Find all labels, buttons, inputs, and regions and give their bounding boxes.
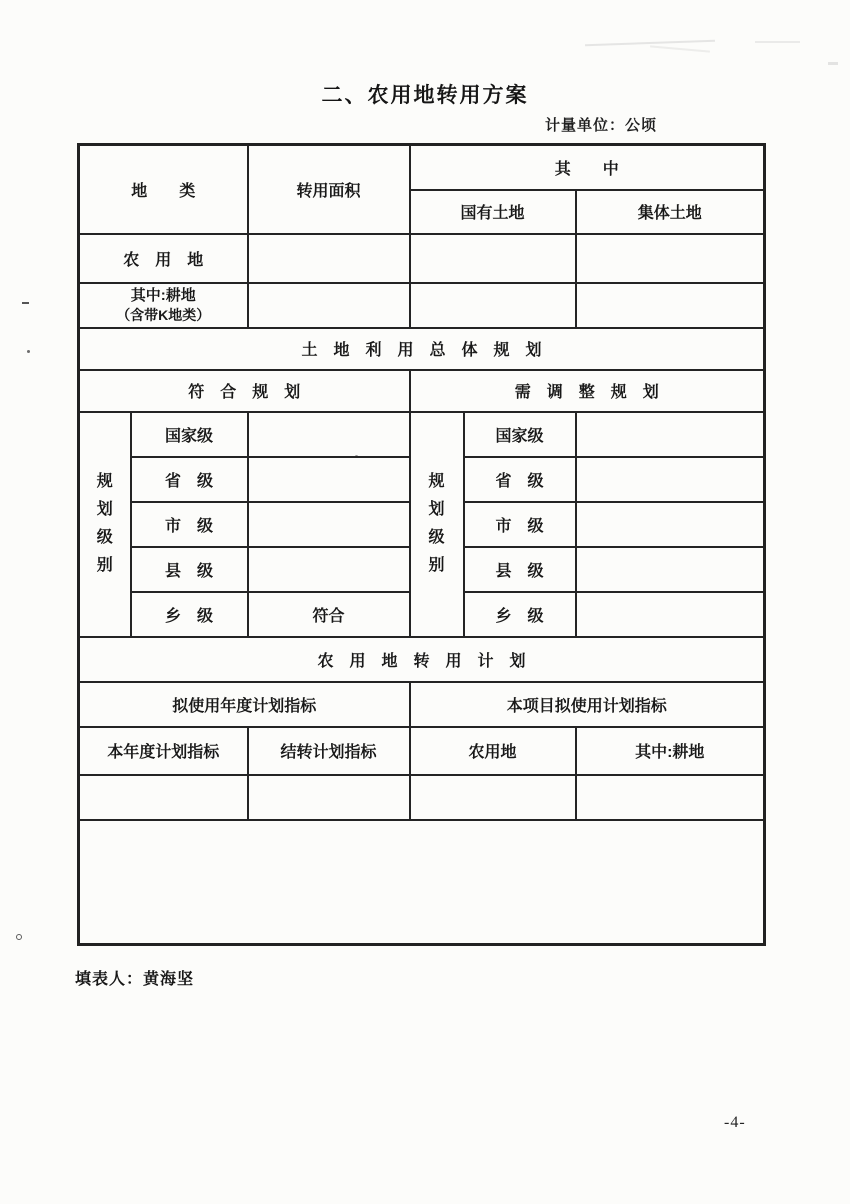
cultivated-label <box>79 283 248 328</box>
conform-level-province: 省 级 <box>131 457 248 502</box>
table-row <box>79 412 765 457</box>
unit-note: 计量单位：公顷 <box>545 117 658 134</box>
land-conversion-form-table <box>77 143 766 946</box>
table-row <box>79 234 765 283</box>
header-collective-land: 集体土地 <box>576 190 765 234</box>
col-header-current-year: 本年度计划指标 <box>79 727 248 775</box>
page-number: -4- <box>724 1114 746 1131</box>
project-plan-header: 本项目拟使用计划指标 <box>410 682 765 727</box>
conform-level-city: 市 级 <box>131 502 248 547</box>
conform-value-township: 符合 <box>248 592 410 637</box>
col-header-cultivated: 其中:耕地 <box>576 727 765 775</box>
col-header-carryover: 结转计划指标 <box>248 727 410 775</box>
cultivated-collective-cell <box>576 283 765 328</box>
conversion-plan-section-title: 农 用 地 转 用 计 划 <box>79 637 765 682</box>
adjust-level-county: 县 级 <box>464 547 576 592</box>
header-of-which: 其 中 <box>410 145 765 190</box>
adjust-level-township: 乡 级 <box>464 592 576 637</box>
value-carryover-cell <box>248 775 410 820</box>
adjust-level-city: 市 级 <box>464 502 576 547</box>
adjust-value-township <box>576 592 765 637</box>
conform-level-national: 国家级 <box>131 412 248 457</box>
col-header-agri-land: 农用地 <box>410 727 576 775</box>
cultivated-state-cell <box>410 283 576 328</box>
adjust-level-province: 省 级 <box>464 457 576 502</box>
value-agri-land-cell <box>410 775 576 820</box>
agri-land-collective-cell <box>576 234 765 283</box>
form-filler-name: 填表人：黄海坚 <box>75 971 195 988</box>
header-conversion-area: 转用面积 <box>248 145 410 234</box>
conform-value-city <box>248 502 410 547</box>
scan-streak <box>755 41 800 43</box>
adjust-level-axis: 规划级别 <box>410 412 464 637</box>
conform-value-province <box>248 457 410 502</box>
table-row <box>79 283 765 328</box>
agri-land-label: 农 用 地 <box>79 234 248 283</box>
cultivated-label-line2: （含带K地类） <box>116 307 211 324</box>
page-title: 二、农用地转用方案 <box>321 84 529 107</box>
header-land-type: 地 类 <box>79 145 248 234</box>
conform-level-county: 县 级 <box>131 547 248 592</box>
adjust-value-county <box>576 547 765 592</box>
header-state-land: 国有土地 <box>410 190 576 234</box>
scan-streak <box>585 40 715 47</box>
conform-value-county <box>248 547 410 592</box>
annual-plan-header: 拟使用年度计划指标 <box>79 682 410 727</box>
scan-dash <box>22 302 29 304</box>
adjust-plan-header: 需 调 整 规 划 <box>410 370 765 412</box>
value-cultivated-cell <box>576 775 765 820</box>
agri-land-area-cell <box>248 234 410 283</box>
cultivated-area-cell <box>248 283 410 328</box>
adjust-level-national: 国家级 <box>464 412 576 457</box>
table-row <box>79 775 765 820</box>
planning-section-title: 土 地 利 用 总 体 规 划 <box>79 328 765 370</box>
conform-value-national <box>248 412 410 457</box>
value-current-year-cell <box>79 775 248 820</box>
adjust-value-city <box>576 502 765 547</box>
conform-level-axis: 规划级别 <box>79 412 131 637</box>
adjust-value-national <box>576 412 765 457</box>
cultivated-label-line1: 其中:耕地 <box>130 286 196 304</box>
adjust-value-province <box>576 457 765 502</box>
scan-streak <box>650 45 710 52</box>
conform-plan-header: 符 合 规 划 <box>79 370 410 412</box>
remarks-cell <box>79 820 765 945</box>
scan-streak <box>828 62 838 65</box>
conform-level-township: 乡 级 <box>131 592 248 637</box>
agri-land-state-cell <box>410 234 576 283</box>
scan-speck <box>27 350 30 353</box>
scan-ring <box>16 934 22 940</box>
